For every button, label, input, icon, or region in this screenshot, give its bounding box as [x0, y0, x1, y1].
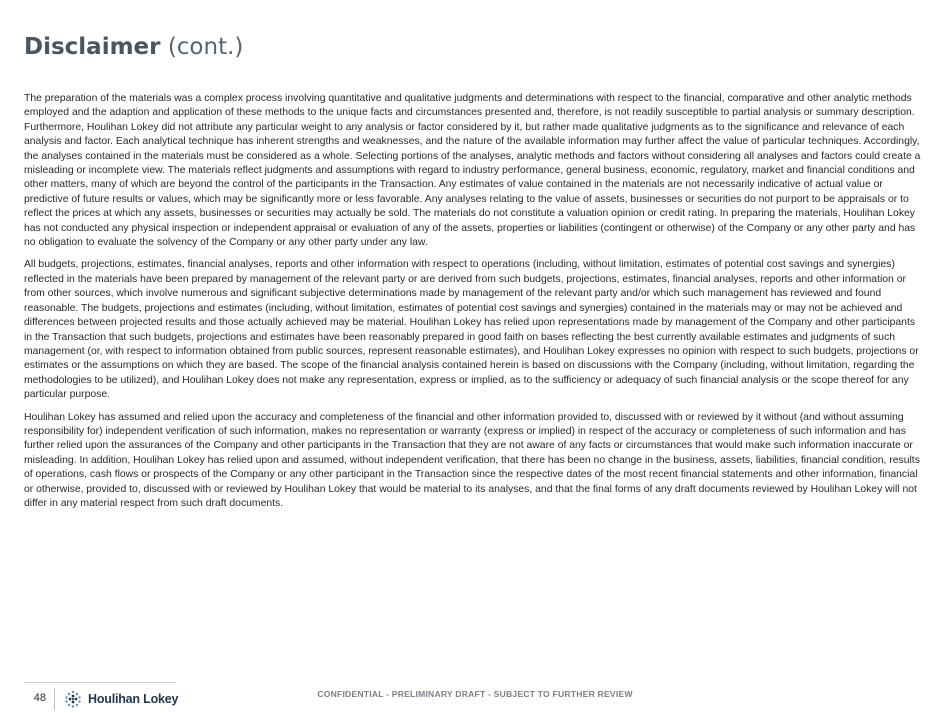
disclaimer-paragraph-2: All budgets, projections, estimates, financial analyses, reports and other information with respect to operations (including, without limitation, estimates of potential cost savings and synergies) reflected in the materials have been prepared by management of the relevant party or are derived from such budgets, projections, estimates, financial analyses, reports and other information or from other sources, which involve numerous and significant subjective determinations made by management of the relevant party and/or which such management has reviewed and found reasonable. The budgets, projections and estimates (including, without limitation, estimates of potential cost savings and synergies) contained in the materials may or may not be achieved and differences between projected results and those actually achieved may be material. Houlihan Lokey has relied upon representations made by management of the Company and other participants in the Transaction that such budgets, projections and estimates have been reasonably prepared in good faith on bases reflecting the best currently available estimates and judgments of such management (or, with respect to information obtained from public sources, represent reasonable estimates), and Houlihan Lokey expresses no opinion with respect to such budgets, projections or estimates or the assumptions on which they are based. The scope of the financial analysis contained herein is based on discussions with the Company (including, without limitation, regarding the methodologies to be utilized), and Houlihan Lokey does not make any representation, express or implied, as to the sufficiency or adequacy of such financial analysis or the scope thereof for any particular purpose. [24, 259, 919, 401]
disclaimer-body [24, 92, 924, 519]
footer-rule [24, 682, 176, 683]
confidential-notice: CONFIDENTIAL - PRELIMINARY DRAFT - SUBJECT TO FURTHER REVIEW [317, 689, 633, 699]
page-title-suffix: (cont.) [167, 34, 244, 60]
disclaimer-paragraph-1: The preparation of the materials was a complex process involving quantitative and qualitative judgments and determinations with respect to the financial, comparative and other analytic methods employed and the adaption and application of these methods to the unique facts and circumstances presented and, therefore, is not readily susceptible to partial analysis or summary description. Furthermore, Houlihan Lokey did not attribute any particular weight to any analysis or factor considered by it, but rather made qualitative judgments as to the significance and relevance of each analysis and factor. Each analytical technique has inherent strengths and weaknesses, and the nature of the available information may further affect the value of particular techniques. Accordingly, the analyses contained in the materials must be considered as a whole. Selecting portions of the analyses, analytic methods and factors without considering all analyses and factors could create a misleading or incomplete view. The materials reflect judgments and assumptions with regard to industry performance, general business, economic, regulatory, market and financial conditions and other matters, many of which are beyond the control of the participants in the Transaction. Any estimates of value contained in the materials are not necessarily indicative of actual value or predictive of future results or values, which may be significantly more or less favorable. Any analyses relating to the value of assets, businesses or securities do not purport to be appraisals or to reflect the prices at which any assets, businesses or securities may actually be sold. The materials do not constitute a valuation opinion or credit rating. In preparing the materials, Houlihan Lokey has not conducted any physical inspection or independent appraisal or evaluation of any of the assets, properties or liabilities (contingent or otherwise) of the Company or any other party and has no obligation to evaluate the solvency of the Company or any other party under any law. [24, 93, 921, 249]
logo-text: Houlihan Lokey [88, 692, 179, 706]
page-title-main: Disclaimer [24, 34, 161, 60]
disclaimer-paragraph-3: Houlihan Lokey has assumed and relied upon the accuracy and completeness of the financial and other information provided to, discussed with or reviewed by it without (and without assuming responsibility for) independent verification of such information, makes no representation or warranty (express or implied) in respect of the accuracy or completeness of such information and has further relied upon the assurances of the Company and other participants in the Transaction that they are not aware of any facts or circumstances that would make such information inaccurate or misleading. In addition, Houlihan Lokey has relied upon and assumed, without independent verification, that there has been no change in the business, assets, liabilities, financial condition, results of operations, cash flows or prospects of the Company or any other participant in the Transaction since the respective dates of the most recent financial statements and other information, financial or otherwise, provided to, discussed with or reviewed by Houlihan Lokey that would be material to its analyses, and that the final forms of any draft documents reviewed by Houlihan Lokey will not differ in any material respect from such draft documents. [24, 411, 920, 509]
page-number: 48 [33, 692, 46, 704]
page-title [24, 34, 243, 60]
